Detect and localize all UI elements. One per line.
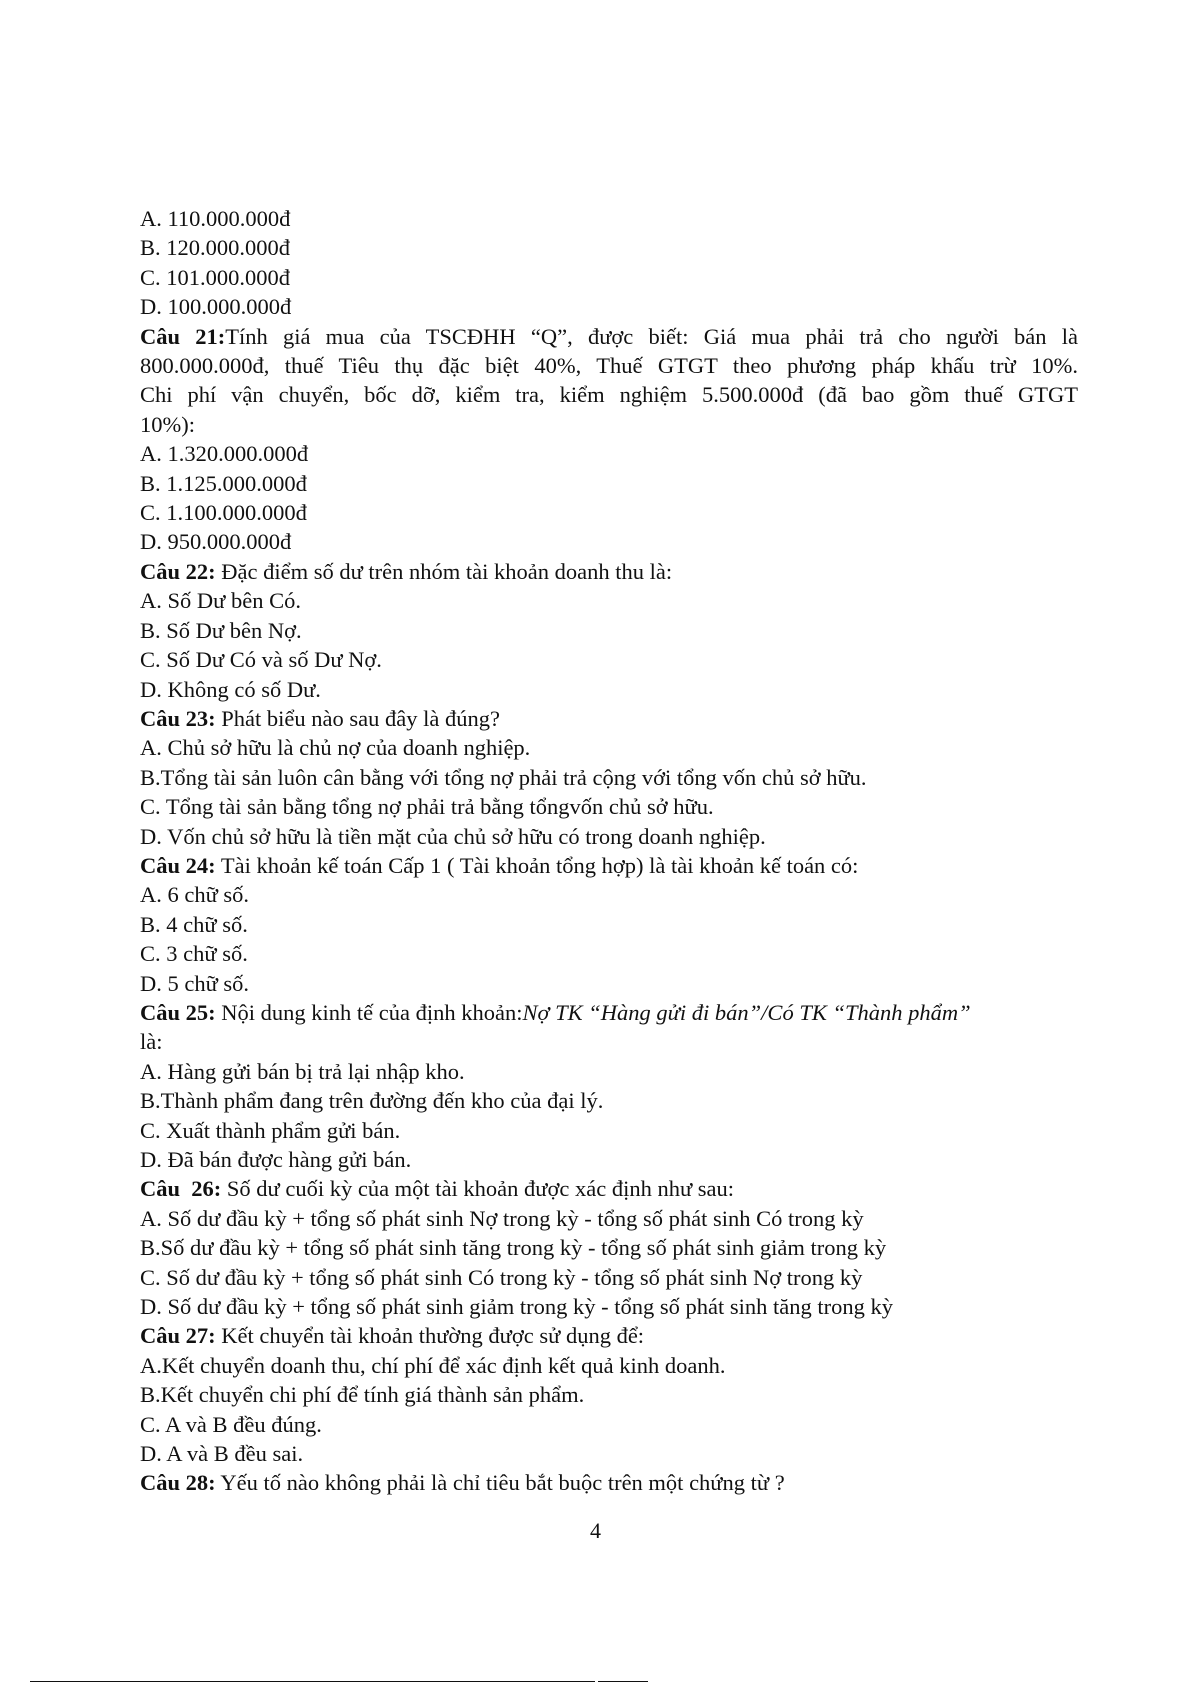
q23-answer-d: D. Vốn chủ sở hữu là tiền mặt của chủ sở hữu có trong doanh nghiệp.: [140, 823, 766, 849]
q25-answer-d: D. Đã bán được hàng gửi bán.: [140, 1147, 412, 1172]
q20-answer-d: D. 100.000.000đ: [140, 294, 292, 320]
q27-answer-a: A.Kết chuyển doanh thu, chí phí để xác định kết quả kinh doanh.: [140, 1352, 726, 1378]
q21-answer-b: B. 1.125.000.000đ: [140, 470, 307, 496]
q23-answer-b: B.Tổng tài sản luôn cân bằng với tổng nợ phải trả cộng với tổng vốn chủ sở hữu.: [140, 764, 867, 790]
q21-text-line2: 800.000.000đ, thuế Tiêu thụ đặc biệt 40%, Thuế GTGT theo phương pháp khấu trừ 10%.: [140, 353, 1078, 379]
q27-answer-c: C. A và B đều đúng.: [140, 1411, 322, 1437]
footer-divider-left: [30, 1681, 595, 1682]
q21-label: Câu 21:: [140, 323, 226, 349]
q22-answer-b: B. Số Dư bên Nợ.: [140, 617, 302, 643]
q27-question: [140, 1321, 1078, 1350]
q28-label: Câu 28:: [140, 1470, 216, 1496]
q26-answer-d: D. Số dư đầu kỳ + tổng số phát sinh giảm trong kỳ - tổng số phát sinh tăng trong kỳ: [140, 1294, 893, 1320]
q22-answer-d: D. Không có số Dư.: [140, 676, 321, 702]
q22-answer-a: A. Số Dư bên Có.: [140, 588, 301, 614]
q25-answer-a: A. Hàng gửi bán bị trả lại nhập kho.: [140, 1058, 465, 1084]
q20-answer-b: B. 120.000.000đ: [140, 235, 291, 261]
q27-text: Kết chuyển tài khoản thường được sử dụng để:: [215, 1323, 645, 1349]
q21-answer-d: D. 950.000.000đ: [140, 529, 292, 555]
q26-answer-b: B.Số dư đầu kỳ + tổng số phát sinh tăng trong kỳ - tổng số phát sinh giảm trong kỳ: [140, 1235, 887, 1261]
q23-answer-a: A. Chủ sở hữu là chủ nợ của doanh nghiệp.: [140, 735, 531, 761]
q25-answer-c: C. Xuất thành phẩm gửi bán.: [140, 1117, 401, 1143]
page-number: 4: [590, 1518, 601, 1543]
q27-answer-b: B.Kết chuyển chi phí để tính giá thành sản phẩm.: [140, 1382, 585, 1408]
q24-answer-c: C. 3 chữ số.: [140, 941, 248, 967]
q23-text: Phát biểu nào sau đây là đúng?: [215, 705, 500, 731]
q24-label: Câu 24:: [140, 852, 216, 878]
q22-text: Đặc điểm số dư trên nhóm tài khoản doanh thu là:: [215, 558, 673, 584]
q20-answer-a: A. 110.000.000đ: [140, 206, 291, 231]
q25-entry-italic: Nợ TK “Hàng gửi đi bán”/Có TK “Thành phẩm”: [522, 999, 971, 1025]
q23-answer-c: C. Tổng tài sản bằng tổng nợ phải trả bằng tổngvốn chủ sở hữu.: [140, 794, 714, 820]
q25-text: Nội dung kinh tế của định khoản:: [215, 999, 523, 1025]
q25-label: Câu 25:: [140, 999, 216, 1025]
q21-text-line3: Chi phí vận chuyển, bốc dỡ, kiểm tra, kiểm nghiệm 5.500.000đ (đã bao gồm thuế GTGT: [140, 382, 1078, 408]
q21-answer-a: A. 1.320.000.000đ: [140, 441, 309, 467]
q24-answer-a: A. 6 chữ số.: [140, 882, 250, 908]
q24-text: Tài khoản kế toán Cấp 1 ( Tài khoản tổng hợp) là tài khoản kế toán có:: [215, 852, 859, 878]
q27-answer-d: D. A và B đều sai.: [140, 1441, 304, 1467]
q26-label: Câu 26:: [140, 1176, 222, 1202]
q20-answer-c: C. 101.000.000đ: [140, 264, 291, 290]
q23-label: Câu 23:: [140, 705, 216, 731]
q26-text: Số dư cuối kỳ của một tài khoản được xác định như sau:: [221, 1176, 735, 1202]
page-content: [140, 204, 1078, 1498]
q28-question: [140, 1468, 1078, 1497]
q25-answer-b: B.Thành phẩm đang trên đường đến kho của đại lý.: [140, 1088, 604, 1114]
q24-answer-d: D. 5 chữ số.: [140, 970, 250, 996]
q26-answer-c: C. Số dư đầu kỳ + tổng số phát sinh Có trong kỳ - tổng số phát sinh Nợ trong kỳ: [140, 1264, 863, 1290]
q27-label: Câu 27:: [140, 1323, 216, 1349]
q26-question: [140, 1174, 1078, 1203]
q21-answer-c: C. 1.100.000.000đ: [140, 500, 307, 526]
footer-divider-right: [598, 1681, 648, 1682]
q24-answer-b: B. 4 chữ số.: [140, 911, 248, 937]
q21-question: [140, 322, 1078, 351]
q26-answer-a: A. Số dư đầu kỳ + tổng số phát sinh Nợ trong kỳ - tổng số phát sinh Có trong kỳ: [140, 1205, 864, 1231]
q22-answer-c: C. Số Dư Có và số Dư Nợ.: [140, 647, 382, 673]
q25-question: [140, 998, 1078, 1027]
q22-label: Câu 22:: [140, 558, 216, 584]
q25-text-line2: là:: [140, 1029, 163, 1055]
q24-question: [140, 851, 1078, 880]
q28-text: Yếu tố nào không phải là chỉ tiêu bắt buộc trên một chứng từ ?: [215, 1470, 785, 1496]
q23-question: [140, 704, 1078, 733]
q21-text-line4: 10%):: [140, 411, 195, 437]
q22-question: [140, 557, 1078, 586]
q21-text-line1: Tính giá mua của TSCĐHH “Q”, được biết: Giá mua phải trả cho người bán là: [225, 323, 1078, 349]
